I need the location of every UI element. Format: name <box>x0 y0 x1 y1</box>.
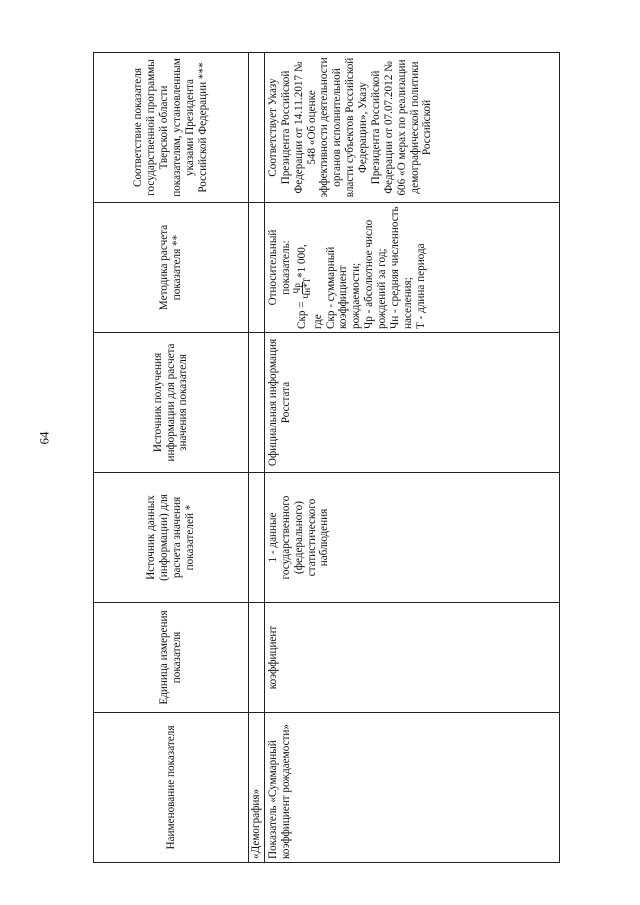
page-number: 64 <box>36 431 52 445</box>
formula: Скр = Чр Чн*Т *1 000, <box>291 244 312 329</box>
indicator-table <box>93 53 543 863</box>
data-source-cell: 1 - данные государственного (федерального) статистического наблюдения <box>264 473 559 603</box>
header-cell: Источник данных (информации) для расчета значения показателей * <box>94 473 249 603</box>
method-line: Чр - абсолютное число рождений за год; <box>363 219 388 329</box>
method-line: Скр - суммарный коэффициент рождаемости; <box>324 246 363 329</box>
header-cell: Источник получения информации для расчета значения показателя <box>94 333 249 473</box>
info-source-cell: Официальная информация Росстата <box>264 333 559 473</box>
section-label: «Демография» <box>249 713 265 863</box>
header-cell: Методика расчета показателя ** <box>94 203 249 333</box>
compliance-cell: Соответствует Указу Президента Российской Федерации от 14.11.2017 № 548 «Об оценке эффективности деятельности органов исполнительной власти субъектов Российской Федерации», Указу Президента Российской Федерации от 07.07.2012 № 606 «О мерах по реализации демографической политики Российской <box>264 53 559 203</box>
unit-cell: коэффициент <box>264 603 559 713</box>
header-cell: Соответствие показателя государственной программы Тверской области показателям, установленным указами Президента Российской Федерации *** <box>94 53 249 203</box>
method-line: Чн - средняя численность населения; <box>388 206 414 329</box>
indicator-name: Показатель «Суммарный коэффициент рождаемости» <box>264 713 559 863</box>
method-where: где <box>311 314 324 329</box>
method-line: Т - длина периода <box>414 243 427 329</box>
formula-fraction: Чр Чн*Т <box>291 277 312 299</box>
header-cell: Наименование показателя <box>94 713 249 863</box>
method-intro: Относительный показатель: <box>266 229 292 306</box>
method-cell <box>264 203 559 333</box>
table-row <box>264 53 559 863</box>
section-row <box>249 53 265 863</box>
header-row <box>94 53 249 863</box>
header-cell: Единица измерения показателя <box>94 603 249 713</box>
rotated-table-frame <box>93 53 543 863</box>
